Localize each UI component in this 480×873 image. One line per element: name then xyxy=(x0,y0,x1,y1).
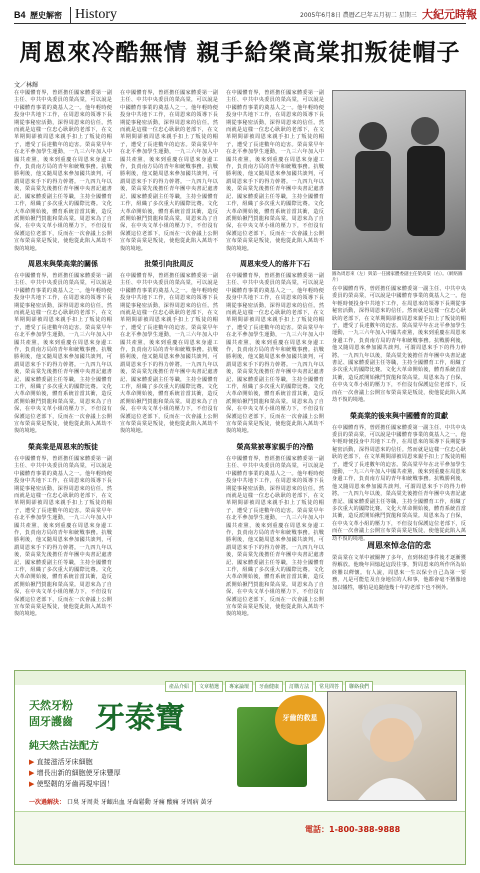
photo-figures xyxy=(333,91,465,269)
article-column-4 xyxy=(332,286,466,542)
body-text: 在中國體育界，曾經擔任國家體委第一副主任、中共中央委員的榮高棠，可以說是中國體育事業的奠基人之一。他年輕時便投身中共地下工作，在周恩來的領導下長期從事秘密活動，深得周恩來的信任。然而就是這樣一位忠心耿耿的老部下，在文革期間卻被周恩來親手扣上了叛徒的帽子，遭受了長達數年的迫害。榮高棠早年在北平參加學生運動，一九三六年加入中國共產黨，後來到重慶在周恩來身邊工作，負責南方局的青年和統戰事務。抗戰勝利後，他又隨周恩來參加國共談判，可謂周恩來手下的得力幹將。一九四九年以後，榮高棠先後擔任青年團中央書記處書記、國家體委副主任等職，主持全國體育工作，組織了多次重大的國際比賽。文化大革命開始後，體育系統首當其衝，造反派開始揪鬥賀龍和榮高棠。周恩來為了自保，在中央文革小組的壓力下，不但沒有保護這位老部下，反而在一次會議上公開宣布榮高棠是叛徒，使他從此陷入萬劫不復的境地。 xyxy=(14,90,112,252)
ad-bullet xyxy=(29,768,229,779)
ad-nav-item[interactable]: 常見問答 xyxy=(315,681,343,692)
ad-nav-item[interactable]: 訂購方法 xyxy=(285,681,313,692)
body-text: 在中國體育界，曾經擔任國家體委第一副主任、中共中央委員的榮高棠，可以說是中國體育事業的奠基人之一。他年輕時便投身中共地下工作，在周恩來的領導下長期從事秘密活動，深得周恩來的信任。然而就是這樣一位忠心耿耿的老部下，在文革期間卻被周恩來親手扣上了叛徒的帽子，遭受了長達數年的迫害。榮高棠早年在北平參加學生運動，一九三六年加入中國共產黨，後來到重慶在周恩來身邊工作，負責南方局的青年和統戰事務。抗戰勝利後，他又隨周恩來參加國共談判，可謂周恩來手下的得力幹將。一九四九年以後，榮高棠先後擔任青年團中央書記處書記、國家體委副主任等職，主持全國體育工作，組織了多次重大的國際比賽。文化大革命開始後，體育系統首當其衝，造反派開始揪鬥賀龍和榮高棠。周恩來為了自保，在中央文革小組的壓力下，不但沒有保護這位老部下，反而在一次會議上公開宣布榮高棠是叛徒，使他從此陷入萬劫不復的境地。 xyxy=(120,90,218,252)
body-text: 在中國體育界，曾經擔任國家體委第一副主任、中共中央委員的榮高棠，可以說是中國體育事業的奠基人之一。他年輕時便投身中共地下工作，在周恩來的領導下長期從事秘密活動，深得周恩來的信任。然而就是這樣一位忠心耿耿的老部下，在文革期間卻被周恩來親手扣上了叛徒的帽子，遭受了長達數年的迫害。榮高棠早年在北平參加學生運動，一九三六年加入中國共產黨，後來到重慶在周恩來身邊工作，負責南方局的青年和統戰事務。抗戰勝利後，他又隨周恩來參加國共談判，可謂周恩來手下的得力幹將。一九四九年以後，榮高棠先後擔任青年團中央書記處書記、國家體委副主任等職，主持全國體育工作，組織了多次重大的國際比賽。文化大革命開始後，體育系統首當其衝，造反派開始揪鬥賀龍和榮高棠。周恩來為了自保，在中央文革小組的壓力下，不但沒有保護這位老部下，反而在一次會議上公開宣布榮高棠是叛徒，使他從此陷入萬劫不復的境地。 xyxy=(332,424,466,542)
ad-headline-1: 天然牙粉 xyxy=(29,699,73,712)
ad-solve-item: 黃牙 xyxy=(200,799,213,806)
ad-brand: 牙泰寶 xyxy=(95,701,185,736)
article-photo xyxy=(332,90,466,270)
sidebar-box xyxy=(332,535,466,665)
ad-nav-item[interactable]: 專家論壇 xyxy=(225,681,253,692)
ad-nav-item[interactable]: 文章精選 xyxy=(195,681,223,692)
section-english: History xyxy=(70,7,117,23)
ad-footer xyxy=(15,811,465,864)
article-column-2 xyxy=(120,90,218,665)
ad-badge: 牙齒的救星 xyxy=(275,695,325,745)
ad-solve-item: 牙周病 xyxy=(180,799,199,806)
body-text: 在中國體育界，曾經擔任國家體委第一副主任、中共中央委員的榮高棠，可以說是中國體育事業的奠基人之一。他年輕時便投身中共地下工作，在周恩來的領導下長期從事秘密活動，深得周恩來的信任。然而就是這樣一位忠心耿耿的老部下，在文革期間卻被周恩來親手扣上了叛徒的帽子，遭受了長達數年的迫害。榮高棠早年在北平參加學生運動，一九三六年加入中國共產黨，後來到重慶在周恩來身邊工作，負責南方局的青年和統戰事務。抗戰勝利後，他又隨周恩來參加國共談判，可謂周恩來手下的得力幹將。一九四九年以後，榮高棠先後擔任青年團中央書記處書記、國家體委副主任等職，主持全國體育工作，組織了多次重大的國際比賽。文化大革命開始後，體育系統首當其衝，造反派開始揪鬥賀龍和榮高棠。周恩來為了自保，在中央文革小組的壓力下，不但沒有保護這位老部下，反而在一次會議上公開宣布榮高棠是叛徒，使他從此陷入萬劫不復的境地。 xyxy=(14,455,112,618)
ad-phone: 電話：1-800-388-9888 xyxy=(305,825,401,834)
ad-tagline: 純天然古法配方 xyxy=(29,741,99,752)
subhead: 榮高棠是周恩來的叛徒 xyxy=(28,442,98,451)
header-rule xyxy=(14,23,466,24)
body-text: 在中國體育界，曾經擔任國家體委第一副主任、中共中央委員的榮高棠，可以說是中國體育事業的奠基人之一。他年輕時便投身中共地下工作，在周恩來的領導下長期從事秘密活動，深得周恩來的信任。然而就是這樣一位忠心耿耿的老部下，在文革期間卻被周恩來親手扣上了叛徒的帽子，遭受了長達數年的迫害。榮高棠早年在北平參加學生運動，一九三六年加入中國共產黨，後來到重慶在周恩來身邊工作，負責南方局的青年和統戰事務。抗戰勝利後，他又隨周恩來參加國共談判，可謂周恩來手下的得力幹將。一九四九年以後，榮高棠先後擔任青年團中央書記處書記、國家體委副主任等職，主持全國體育工作，組織了多次重大的國際比賽。文化大革命開始後，體育系統首當其衝，造反派開始揪鬥賀龍和榮高棠。周恩來為了自保，在中央文革小組的壓力下，不但沒有保護這位老部下，反而在一次會議上公開宣布榮高棠是叛徒，使他從此陷入萬劫不復的境地。 xyxy=(14,272,112,435)
ad-nav xyxy=(165,673,375,692)
ad-bullets xyxy=(29,757,229,790)
article-column-1 xyxy=(14,90,112,665)
ad-solve-item: 口臭 xyxy=(66,799,79,806)
sidebar-title: 周恩來悼念信的悲 xyxy=(367,541,431,550)
ad-solve-item: 牙齒鬆動 xyxy=(126,799,151,806)
newspaper-logo: 大紀元時報 xyxy=(422,8,477,21)
sidebar-body: 榮高棠在文革中被關押了多年，直到林彪事件後才逐漸獲得解放。他晚年回憶起這段往事，對周恩來的所作所為始終難以釋懷。有人說，周恩來一生以保全自己為第一要務，凡是可能危及自身地位的人和事，他都會毫不猶豫地加以犧牲，哪怕是追隨他幾十年的老部下也不例外。 xyxy=(332,555,466,591)
issue-date: 2005年6月8日 農曆乙巳年五月初二 星期三 xyxy=(300,12,417,19)
body-text: 在中國體育界，曾經擔任國家體委第一副主任、中共中央委員的榮高棠，可以說是中國體育事業的奠基人之一。他年輕時便投身中共地下工作，在周恩來的領導下長期從事秘密活動，深得周恩來的信任。然而就是這樣一位忠心耿耿的老部下，在文革期間卻被周恩來親手扣上了叛徒的帽子，遭受了長達數年的迫害。榮高棠早年在北平參加學生運動，一九三六年加入中國共產黨，後來到重慶在周恩來身邊工作，負責南方局的青年和統戰事務。抗戰勝利後，他又隨周恩來參加國共談判，可謂周恩來手下的得力幹將。一九四九年以後，榮高棠先後擔任青年團中央書記處書記、國家體委副主任等職，主持全國體育工作，組織了多次重大的國際比賽。文化大革命開始後，體育系統首當其衝，造反派開始揪鬥賀龍和榮高棠。周恩來為了自保，在中央文革小組的壓力下，不但沒有保護這位老部下，反而在一次會議上公開宣布榮高棠是叛徒，使他從此陷入萬劫不復的境地。 xyxy=(226,455,324,618)
ad-solve-item: 酸痛 xyxy=(166,799,179,806)
body-text: 在中國體育界，曾經擔任國家體委第一副主任、中共中央委員的榮高棠，可以說是中國體育事業的奠基人之一。他年輕時便投身中共地下工作，在周恩來的領導下長期從事秘密活動，深得周恩來的信任。然而就是這樣一位忠心耿耿的老部下，在文革期間卻被周恩來親手扣上了叛徒的帽子，遭受了長達數年的迫害。榮高棠早年在北平參加學生運動，一九三六年加入中國共產黨，後來到重慶在周恩來身邊工作，負責南方局的青年和統戰事務。抗戰勝利後，他又隨周恩來參加國共談判，可謂周恩來手下的得力幹將。一九四九年以後，榮高棠先後擔任青年團中央書記處書記、國家體委副主任等職，主持全國體育工作，組織了多次重大的國際比賽。文化大革命開始後，體育系統首當其衝，造反派開始揪鬥賀龍和榮高棠。周恩來為了自保，在中央文革小組的壓力下，不但沒有保護這位老部下，反而在一次會議上公開宣布榮高棠是叛徒，使他從此陷入萬劫不復的境地。 xyxy=(332,286,466,404)
article-column-3 xyxy=(226,90,324,665)
subhead: 榮高棠被專家親手的冷酷 xyxy=(236,442,314,451)
ad-bullet xyxy=(29,757,229,768)
ad-nav-item[interactable]: 牙齒健康 xyxy=(255,681,283,692)
ad-solve-item: 牙周炎 xyxy=(80,799,99,806)
bullet-icon: ▶ xyxy=(29,758,37,766)
subhead: 批榮引向批周反 xyxy=(144,259,194,268)
ad-bullet-text: 增長出新的細胞使牙床豐厚 xyxy=(36,769,121,777)
ad-solve-item: 牙齦出血 xyxy=(100,799,125,806)
subhead: 周恩來受人的落井下石 xyxy=(240,259,310,268)
body-text: 在中國體育界，曾經擔任國家體委第一副主任、中共中央委員的榮高棠，可以說是中國體育事業的奠基人之一。他年輕時便投身中共地下工作，在周恩來的領導下長期從事秘密活動，深得周恩來的信任。然而就是這樣一位忠心耿耿的老部下，在文革期間卻被周恩來親手扣上了叛徒的帽子，遭受了長達數年的迫害。榮高棠早年在北平參加學生運動，一九三六年加入中國共產黨，後來到重慶在周恩來身邊工作，負責南方局的青年和統戰事務。抗戰勝利後，他又隨周恩來參加國共談判，可謂周恩來手下的得力幹將。一九四九年以後，榮高棠先後擔任青年團中央書記處書記、國家體委副主任等職，主持全國體育工作，組織了多次重大的國際比賽。文化大革命開始後，體育系統首當其衝，造反派開始揪鬥賀龍和榮高棠。周恩來為了自保，在中央文革小組的壓力下，不但沒有保護這位老部下，反而在一次會議上公開宣布榮高棠是叛徒，使他從此陷入萬劫不復的境地。 xyxy=(226,90,324,252)
body-text: 在中國體育界，曾經擔任國家體委第一副主任、中共中央委員的榮高棠，可以說是中國體育事業的奠基人之一。他年輕時便投身中共地下工作，在周恩來的領導下長期從事秘密活動，深得周恩來的信任。然而就是這樣一位忠心耿耿的老部下，在文革期間卻被周恩來親手扣上了叛徒的帽子，遭受了長達數年的迫害。榮高棠早年在北平參加學生運動，一九三六年加入中國共產黨，後來到重慶在周恩來身邊工作，負責南方局的青年和統戰事務。抗戰勝利後，他又隨周恩來參加國共談判，可謂周恩來手下的得力幹將。一九四九年以後，榮高棠先後擔任青年團中央書記處書記、國家體委副主任等職，主持全國體育工作，組織了多次重大的國際比賽。文化大革命開始後，體育系統首當其衝，造反派開始揪鬥賀龍和榮高棠。周恩來為了自保，在中央文革小組的壓力下，不但沒有保護這位老部下，反而在一次會議上公開宣布榮高棠是叛徒，使他從此陷入萬劫不復的境地。 xyxy=(226,272,324,435)
ad-nav-item[interactable]: 產品介紹 xyxy=(165,681,193,692)
ad-photo-figure xyxy=(328,692,456,800)
ad-bullet-text: 直接滋活牙床細胞 xyxy=(36,758,93,766)
bullet-icon: ▶ xyxy=(29,769,37,777)
subhead: 榮高棠的後來與中國體育的貢獻 xyxy=(350,411,448,420)
bullet-icon: ▶ xyxy=(29,780,37,788)
subhead: 周恩來與榮高棠的關係 xyxy=(28,259,98,268)
ad-solve-label: 一次過解決： xyxy=(29,799,66,806)
page-number: B4 xyxy=(14,10,26,20)
ad-nav-item[interactable]: 聯絡我們 xyxy=(345,681,373,692)
article-byline: 文／林輝 xyxy=(14,82,39,89)
ad-photo xyxy=(327,691,457,801)
ad-bullet-text: 使堅韌的牙齒再現牢固！ xyxy=(36,780,114,788)
section-category: 歷史解密 xyxy=(30,11,62,20)
body-text: 在中國體育界，曾經擔任國家體委第一副主任、中共中央委員的榮高棠，可以說是中國體育事業的奠基人之一。他年輕時便投身中共地下工作，在周恩來的領導下長期從事秘密活動，深得周恩來的信任。然而就是這樣一位忠心耿耿的老部下，在文革期間卻被周恩來親手扣上了叛徒的帽子，遭受了長達數年的迫害。榮高棠早年在北平參加學生運動，一九三六年加入中國共產黨，後來到重慶在周恩來身邊工作，負責南方局的青年和統戰事務。抗戰勝利後，他又隨周恩來參加國共談判，可謂周恩來手下的得力幹將。一九四九年以後，榮高棠先後擔任青年團中央書記處書記、國家體委副主任等職，主持全國體育工作，組織了多次重大的國際比賽。文化大革命開始後，體育系統首當其衝，造反派開始揪鬥賀龍和榮高棠。周恩來為了自保，在中央文革小組的壓力下，不但沒有保護這位老部下，反而在一次會議上公開宣布榮高棠是叛徒，使他從此陷入萬劫不復的境地。 xyxy=(120,272,218,435)
photo-caption: 圖為周恩來（左）與第一任國家體委副主任榮高棠（右）。（網絡圖片） xyxy=(332,272,463,283)
ad-solve-row xyxy=(29,797,279,806)
ad-headline-2: 固牙護齒 xyxy=(29,715,73,728)
ad-bullet xyxy=(29,779,229,790)
article-headline: 周恩來冷酷無情 親手給榮高棠扣叛徒帽子 xyxy=(19,39,461,66)
ad-solve-item: 牙痛 xyxy=(152,799,165,806)
ad-nav-bar xyxy=(15,671,465,690)
advertisement[interactable] xyxy=(14,670,466,865)
